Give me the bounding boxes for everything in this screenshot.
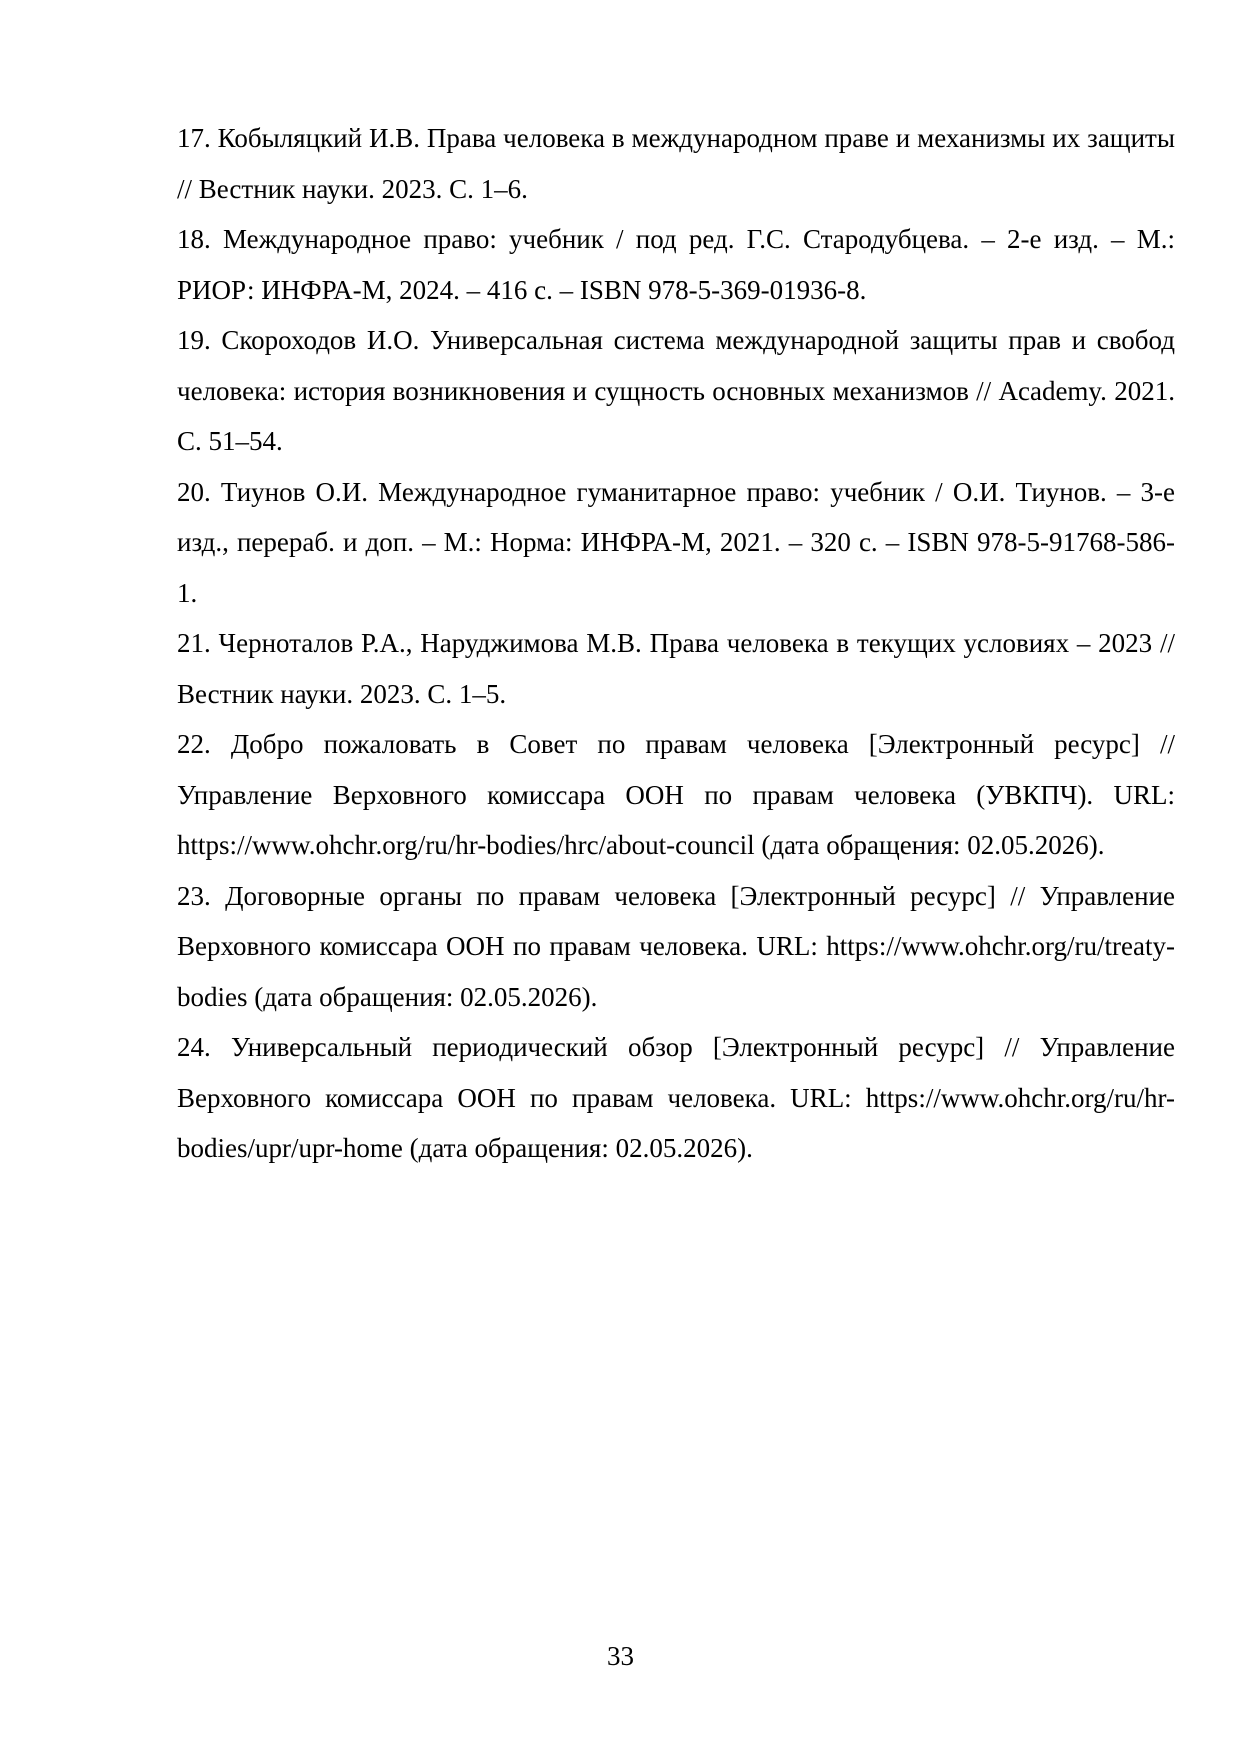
reference-entry-21: 21. Черноталов Р.А., Наруджимова М.В. Права человека в текущих условиях – 2023 // Вестник науки. 2023. С. 1–5. [177,628,1175,709]
reference-entry-22: 22. Добро пожаловать в Совет по правам человека [Электронный ресурс] // Управление Верховного комиссара ООН по правам человека (УВКПЧ). URL: https://www.ohchr.org/ru/hr-bodies/hrc/about-council (дата обращения: 02.05.2026). [177,729,1175,860]
reference-entry-24: 24. Универсальный периодический обзор [Электронный ресурс] // Управление Верховного комиссара ООН по правам человека. URL: https://www.ohchr.org/ru/hr-bodies/upr/upr-home (дата обращения: 02.05.2026). [177,1032,1175,1163]
reference-entry-17: 17. Кобыляцкий И.В. Права человека в международном праве и механизмы их защиты // Вестник науки. 2023. С. 1–6. [177,123,1175,204]
reference-entry-18: 18. Международное право: учебник / под ред. Г.С. Стародубцева. – 2-е изд. – М.: РИОР: ИНФРА-М, 2024. – 416 с. – ISBN 978-5-369-01936-8. [177,224,1175,305]
reference-entry-19: 19. Скороходов И.О. Универсальная система международной защиты прав и свобод человека: история возникновения и сущность основных механизмов // Academy. 2021. С. 51–54. [177,325,1175,456]
reference-list [177,113,1175,1174]
page-number: 33 [607,1641,634,1671]
reference-entry-20: 20. Тиунов О.И. Международное гуманитарное право: учебник / О.И. Тиунов. – 3-е изд., перераб. и доп. – М.: Норма: ИНФРА-М, 2021. – 320 с. – ISBN 978-5-91768-586-1. [177,476,1175,608]
reference-entry-23: 23. Договорные органы по правам человека [Электронный ресурс] // Управление Верховного комиссара ООН по правам человека. URL: https://www.ohchr.org/ru/treaty-bodies (дата обращения: 02.05.2026). [177,880,1175,1012]
